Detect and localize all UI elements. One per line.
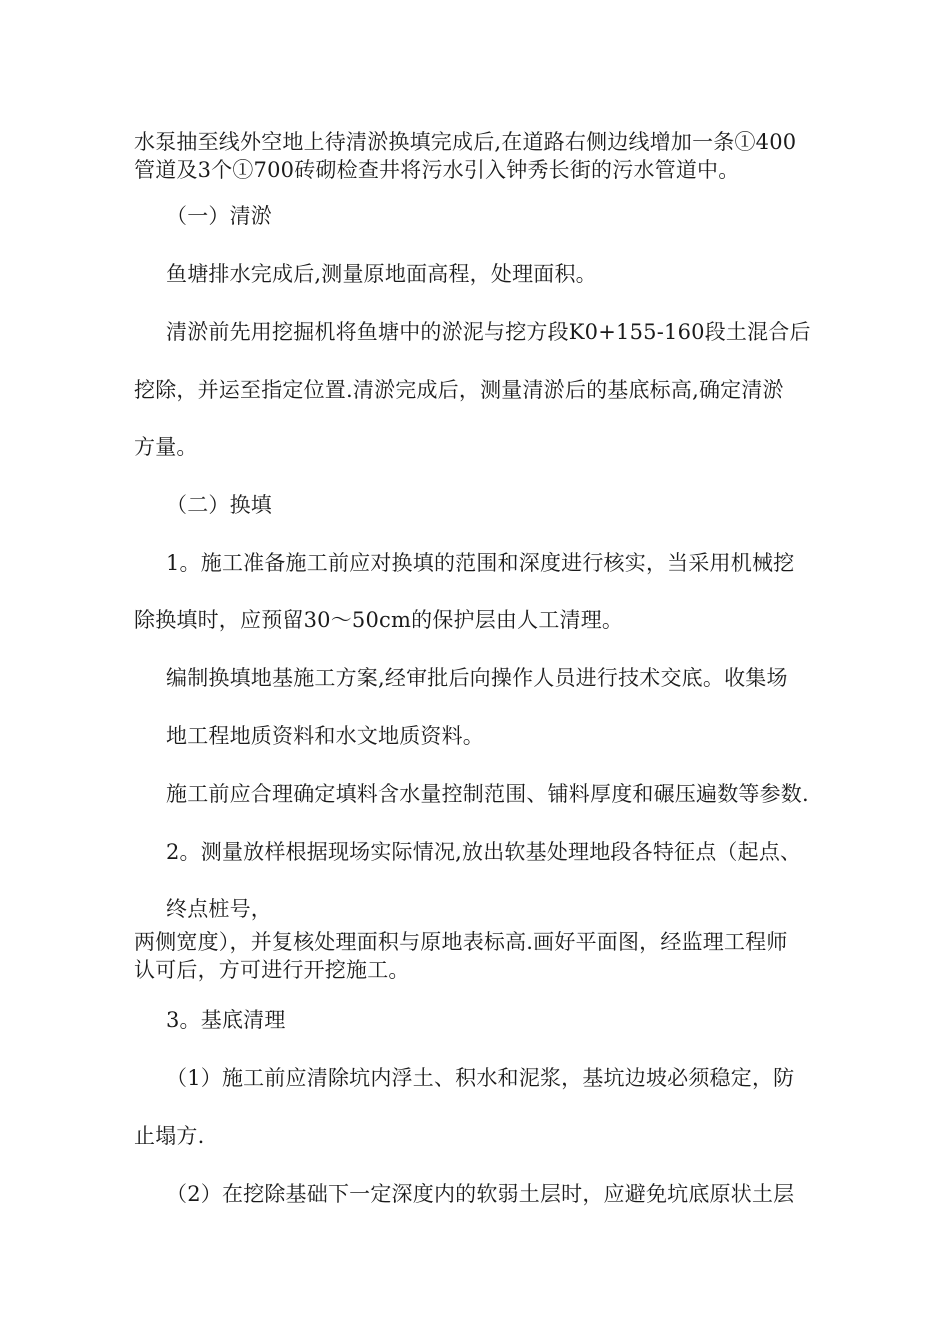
text-line: 鱼塘排水完成后,测量原地面高程，处理面积。: [166, 262, 597, 286]
text-line: 编制换填地基施工方案,经审批后向操作人员进行技术交底。收集场: [166, 666, 788, 690]
text-line: 止塌方.: [134, 1124, 205, 1148]
text-line: 施工前应合理确定填料含水量控制范围、铺料厚度和碾压遍数等参数.: [166, 782, 809, 806]
text-line: （1）施工前应清除坑内浮土、积水和泥浆，基坑边坡必须稳定，防: [166, 1066, 795, 1090]
text-line: 清淤前先用挖掘机将鱼塘中的淤泥与挖方段K0+155-160段土混合后: [166, 320, 811, 344]
text-line: 1。施工准备施工前应对换填的范围和深度进行核实，当采用机械挖: [166, 551, 795, 575]
text-line: 2。测量放样根据现场实际情况,放出软基处理地段各特征点（起点、: [166, 840, 802, 864]
text-line: 管道及3个①700砖砌检查井将污水引入钟秀长街的污水管道中。: [134, 158, 740, 182]
section-heading: 3。基底清理: [166, 1008, 286, 1032]
section-heading: （二）换填: [166, 493, 272, 517]
text-line: 地工程地质资料和水文地质资料。: [166, 724, 484, 748]
text-line: 水泵抽至线外空地上待清淤换填完成后,在道路右侧边线增加一条①400: [134, 130, 797, 154]
text-line: 方量。: [134, 435, 198, 459]
text-line: 终点桩号，: [166, 897, 272, 921]
text-line: 挖除，并运至指定位置.清淤完成后，测量清淤后的基底标高,确定清淤: [134, 378, 784, 402]
text-line: 两侧宽度），并复核处理面积与原地表标高.画好平面图，经监理工程师: [134, 930, 788, 954]
text-line: （2）在挖除基础下一定深度内的软弱土层时，应避免坑底原状土层: [166, 1182, 795, 1206]
text-line: 认可后，方可进行开挖施工。: [134, 958, 410, 982]
text-line: 除换填时，应预留30〜50cm的保护层由人工清理。: [134, 608, 624, 632]
section-heading: （一）清淤: [166, 204, 272, 228]
